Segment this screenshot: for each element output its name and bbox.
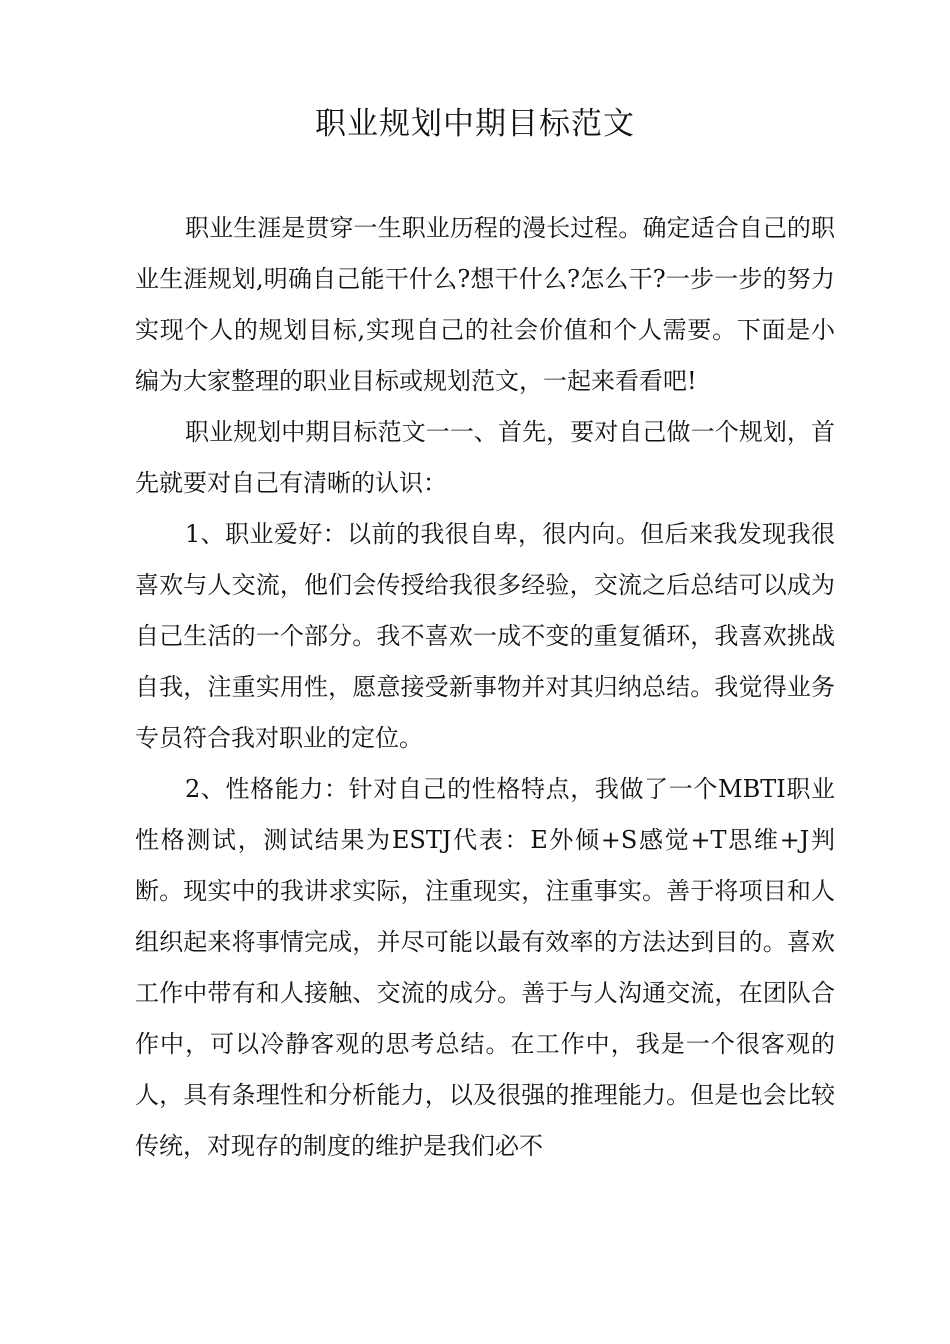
document-body bbox=[135, 203, 835, 1172]
paragraph-intro: 职业生涯是贯穿一生职业历程的漫长过程。确定适合自己的职业生涯规划,明确自己能干什么?想干什么?怎么干?一步一步的努力实现个人的规划目标,实现自己的社会价值和个人需要。下面是小编为大家整理的职业目标或规划范文，一起来看看吧! bbox=[135, 214, 835, 395]
paragraph-personality: 2、性格能力：针对自己的性格特点，我做了一个MBTI职业性格测试，测试结果为ESTJ代表：E外倾+S感觉+T思维+J判断。现实中的我讲求实际，注重现实，注重事实。善于将项目和人组织起来将事情完成，并尽可能以最有效率的方法达到目的。喜欢工作中带有和人接触、交流的成分。善于与人沟通交流，在团队合作中，可以冷静客观的思考总结。在工作中，我是一个很客观的人，具有条理性和分析能力，以及很强的推理能力。但是也会比较传统，对现存的制度的维护是我们必不 bbox=[135, 775, 835, 1160]
document-title: 职业规划中期目标范文 bbox=[315, 106, 635, 142]
paragraph-career-interest: 1、职业爱好：以前的我很自卑，很内向。但后来我发现我很喜欢与人交流，他们会传授给我很多经验，交流之后总结可以成为自己生活的一个部分。我不喜欢一成不变的重复循环，我喜欢挑战自我，注重实用性，愿意接受新事物并对其归纳总结。我觉得业务专员符合我对职业的定位。 bbox=[135, 520, 835, 752]
paragraph-section-one: 职业规划中期目标范文一一、首先，要对自己做一个规划，首先就要对自己有清晰的认识： bbox=[135, 418, 835, 497]
